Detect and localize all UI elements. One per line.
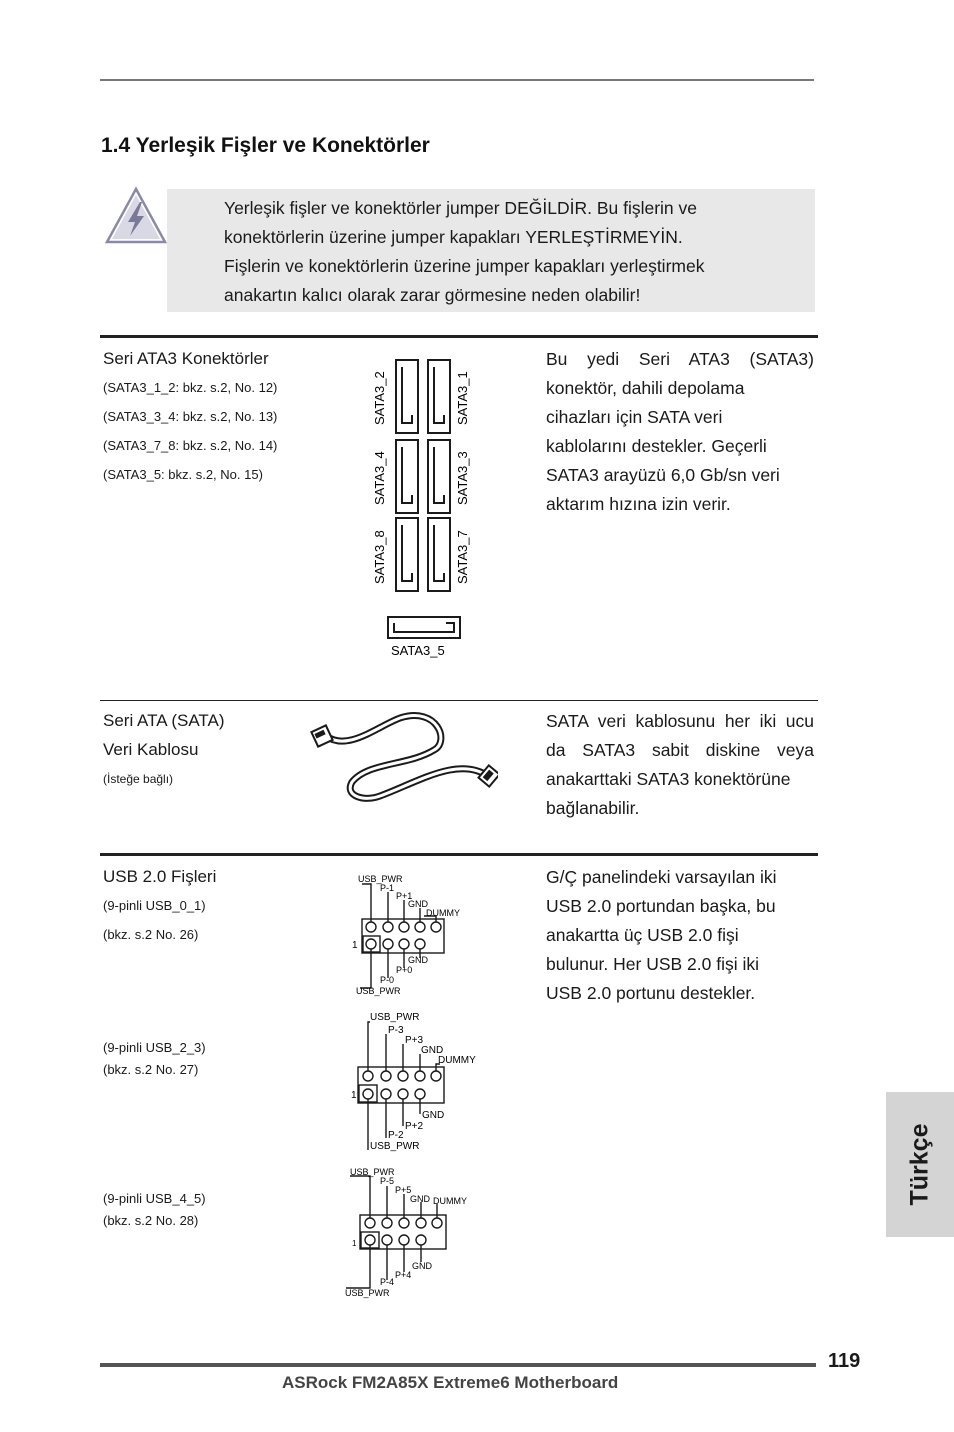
sata3-2-label: SATA3_2 [372, 371, 387, 425]
language-tab-label [886, 1092, 954, 1237]
gnd-label: GND [408, 955, 428, 965]
sata3-5-label: SATA3_5 [391, 643, 445, 658]
section-title: 1.4 Yerleşik Fişler ve Konektörler [101, 134, 430, 157]
sata3-title: Seri ATA3 Konektörler [103, 349, 269, 368]
pin-label: P-4 [380, 1277, 395, 1287]
pin-label: P+2 [405, 1121, 424, 1132]
pin-label: P-0 [380, 975, 395, 985]
desc-line: aktarım hızına izin verir. [546, 494, 731, 514]
footer-rule [100, 1363, 816, 1367]
dummy-label: DUMMY [433, 1196, 467, 1206]
cable-description [546, 707, 814, 823]
pin-label: P-1 [380, 883, 395, 893]
pin-label: P+3 [405, 1035, 424, 1046]
pin-1-label: 1 [352, 1239, 357, 1248]
desc-line: SATA veri kablosunu her iki ucu [546, 711, 814, 731]
desc-line: anakarttaki SATA3 konektörüne [546, 769, 791, 789]
usb-2-3-header-diagram [350, 1008, 480, 1156]
usb-description [546, 863, 814, 1008]
sata3-ref: (SATA3_1_2: bkz. s.2, No. 12) [103, 380, 278, 395]
pin-label: P+1 [396, 891, 413, 901]
section-rule [100, 853, 818, 856]
dummy-label: DUMMY [426, 908, 460, 918]
sata3-7-label: SATA3_7 [455, 530, 470, 584]
desc-line: Bu yedi Seri ATA3 (SATA3) [546, 349, 814, 369]
gnd-label: GND [408, 899, 428, 909]
warning-line: Fişlerin ve konektörlerin üzerine jumper kapakları yerleştirmek [224, 256, 705, 276]
warning-icon [104, 186, 168, 246]
dummy-label: DUMMY [438, 1055, 476, 1066]
sata3-3-label: SATA3_3 [455, 451, 470, 505]
desc-line: bağlanabilir. [546, 798, 640, 818]
usb-header3-ref: (bkz. s.2 No. 28) [103, 1213, 199, 1228]
sata3-description [546, 345, 814, 519]
pin-label: P-5 [380, 1176, 395, 1186]
usb-4-5-header-diagram [342, 1162, 477, 1300]
page-number: 119 [828, 1350, 861, 1372]
gnd-label: GND [422, 1110, 445, 1121]
gnd-label: GND [410, 1194, 430, 1204]
pin-label: P+5 [395, 1185, 412, 1195]
sata3-ref: (SATA3_5: bkz. s.2, No. 15) [103, 467, 263, 482]
pin-1-label: 1 [352, 940, 358, 951]
desc-line: G/Ç panelindeki varsayılan iki [546, 867, 777, 887]
usb-header1-ref: (bkz. s.2 No. 26) [103, 927, 199, 942]
usb-pwr-label: USB_PWR [358, 874, 403, 884]
sata3-ref: (SATA3_3_4: bkz. s.2, No. 13) [103, 409, 278, 424]
pin-1-label: 1 [351, 1090, 357, 1101]
usb-header3-ref: (9-pinli USB_4_5) [103, 1191, 206, 1206]
warning-line: konektörlerin üzerine jumper kapakları YERLEŞTİRMEYİN. [224, 227, 683, 247]
pin-label: P-3 [388, 1025, 404, 1036]
desc-line: USB 2.0 portunu destekler. [546, 983, 756, 1003]
usb-pwr-label: USB_PWR [356, 986, 401, 996]
section-rule [100, 700, 818, 701]
warning-line: anakartın kalıcı olarak zarar görmesine neden olabilir! [224, 285, 641, 305]
language-tab-text: Türkçe [905, 1123, 934, 1206]
sata3-8-label: SATA3_8 [372, 530, 387, 584]
desc-line: USB 2.0 portundan başka, bu [546, 896, 776, 916]
desc-line: konektör, dahili depolama [546, 378, 745, 398]
sata3-connector-diagram [366, 355, 476, 660]
gnd-label: GND [421, 1045, 444, 1056]
usb-pwr-label: USB_PWR [350, 1167, 395, 1177]
usb-header1-ref: (9-pinli USB_0_1) [103, 898, 206, 913]
footer-text: ASRock FM2A85X Extreme6 Motherboard [282, 1373, 619, 1392]
usb-pwr-label: USB_PWR [345, 1288, 390, 1298]
desc-line: da SATA3 sabit diskine veya [546, 740, 814, 760]
sata-cable-image [308, 712, 498, 807]
desc-line: cihazları için SATA veri [546, 407, 723, 427]
usb-title: USB 2.0 Fişleri [103, 867, 217, 886]
pin-label: P-2 [388, 1130, 404, 1141]
usb-header2-ref: (9-pinli USB_2_3) [103, 1040, 206, 1055]
desc-line: kablolarını destekler. Geçerli [546, 436, 767, 456]
top-rule [100, 79, 814, 81]
gnd-label: GND [412, 1261, 432, 1271]
cable-title-line1: Seri ATA (SATA) [103, 711, 225, 730]
usb-pwr-label: USB_PWR [370, 1012, 420, 1023]
pin-label: P+4 [395, 1270, 412, 1280]
sata3-ref: (SATA3_7_8: bkz. s.2, No. 14) [103, 438, 278, 453]
section-rule [100, 335, 818, 338]
desc-line: anakartta üç USB 2.0 fişi [546, 925, 739, 945]
warning-text [224, 194, 754, 310]
usb-header2-ref: (bkz. s.2 No. 27) [103, 1062, 199, 1077]
pin-label: P+0 [396, 965, 413, 975]
sata3-4-label: SATA3_4 [372, 451, 387, 505]
usb-pwr-label: USB_PWR [370, 1141, 420, 1152]
warning-line: Yerleşik fişler ve konektörler jumper DEĞİLDİR. Bu fişlerin ve [224, 198, 697, 218]
sata3-1-label: SATA3_1 [455, 371, 470, 425]
usb-0-1-header-diagram [350, 870, 480, 1000]
cable-optional-note: (İsteğe bağlı) [103, 772, 174, 786]
desc-line: bulunur. Her USB 2.0 fişi iki [546, 954, 760, 974]
cable-title-line2: Veri Kablosu [103, 740, 199, 759]
desc-line: SATA3 arayüzü 6,0 Gb/sn veri [546, 465, 780, 485]
